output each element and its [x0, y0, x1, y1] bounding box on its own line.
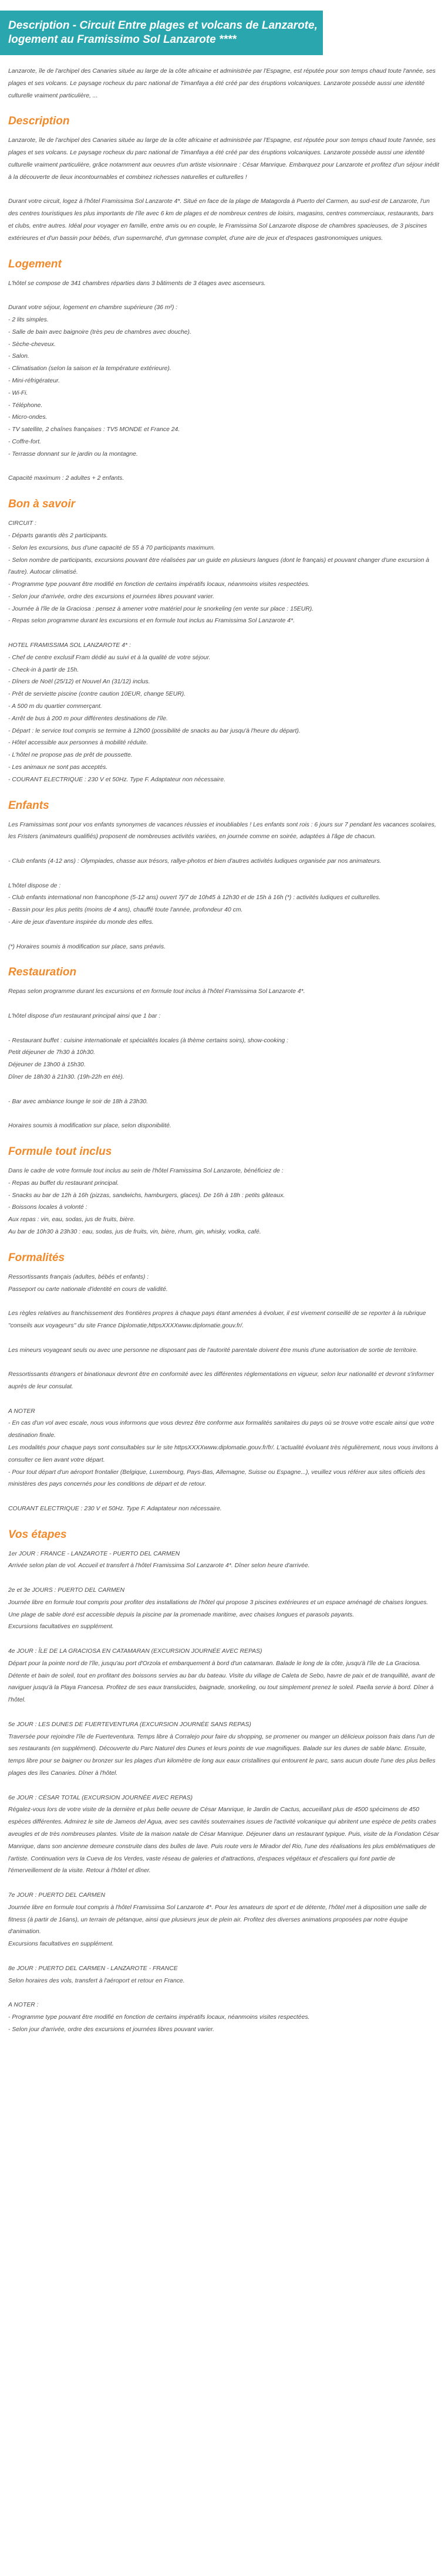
text-line: Petit déjeuner de 7h30 à 10h30. — [8, 1049, 95, 1056]
spacer — [8, 1707, 439, 1719]
spacer — [8, 1572, 439, 1585]
section-body — [8, 819, 439, 954]
text-line: Selon horaires des vols, transfert à l'aéroport et retour en France. — [8, 1977, 185, 1984]
spacer — [8, 290, 439, 302]
text-line: Durant votre circuit, logez à l'hôtel Framissima Sol Lanzarote 4*. Situé en face de la plage de Matagorda à Puerto del Carmen, au sud-est de Lanzarote, l'un des centres touristiques les plus importants de l'île avec 6 km de plages et de nombreux centres de loisirs, magasins, centres commerciaux, restaurants, bars et clubs, entre autres. Idéal pour voyager en famille, entre amis ou en couple, le Framissima Sol Lanzarote dispose de chambres spacieuses, de 3 piscines extérieures et d'un bassin pour bébés, d'un supermarché, d'un gymnase complet, d'une aire de jeux et d'espaces gastronomiques uniques. — [8, 198, 436, 242]
text-line: - 2 lits simples. — [8, 316, 49, 323]
spacer — [8, 998, 439, 1011]
text-line: - En cas d'un vol avec escale, nous vous informons que vous devrez être conforme aux formalités sanitaires du pays où se trouve votre escale ainsi que votre destination finale. — [8, 1420, 436, 1439]
text-line: - Arrêt de bus à 200 m pour différentes destinations de l'île. — [8, 715, 168, 722]
text-line: COURANT ELECTRIQUE : 230 V et 50Hz. Type F. Adaptateur non nécessaire. — [8, 1505, 222, 1512]
spacer — [8, 1333, 439, 1345]
spacer — [8, 1987, 439, 1999]
text-line: - Boissons locales à volonté : — [8, 1204, 87, 1211]
section-heading: Logement — [8, 257, 62, 270]
section-heading: Formule tout inclus — [8, 1145, 112, 1158]
spacer — [8, 868, 439, 880]
text-line: - Club enfants international non francophone (5-12 ans) ouvert 7j/7 de 10h45 à 12h30 et de 15h à 16h (*) : activités ludiques et culturelles. — [8, 894, 381, 901]
spacer — [8, 1951, 439, 1963]
spacer — [8, 1780, 439, 1792]
text-line: Les modalités pour chaque pays sont consultables sur le site httpsXXXXwww.diplomatie.gouv.fr/fr/. L'actualité évoluant très régulièrement, nous vous invitons à consulter ce lien avant votre départ. — [8, 1444, 440, 1463]
text-line: Déjeuner de 13h00 à 15h30. — [8, 1062, 86, 1069]
text-line: L'hôtel dispose d'un restaurant principal ainsi que 1 bar : — [8, 1013, 161, 1019]
section-formalites — [8, 1252, 439, 1516]
text-line: - Chef de centre exclusif Fram dédié au suivi et à la qualité de votre séjour. — [8, 654, 211, 661]
text-line: Ressortissants français (adultes, bébés et enfants) : — [8, 1273, 149, 1280]
section-logement — [8, 258, 439, 486]
section-heading: Vos étapes — [8, 1528, 67, 1541]
text-line: 5e JOUR : LES DUNES DE FUERTEVENTURA (EXCURSION JOURNÉE SANS REPAS) — [8, 1721, 251, 1728]
spacer — [8, 1877, 439, 1890]
text-line: - A 500 m du quartier commerçant. — [8, 703, 102, 710]
page-title: Description - Circuit Entre plages et volcans de Lanzarote, logement au Framissimo Sol Lanzarote **** — [8, 19, 318, 46]
text-line: Lanzarote, île de l'archipel des Canaries située au large de la côte africaine et administrée par l'Espagne, est réputée pour son temps chaud toute l'année, ses plages et ses volcans. Le paysage rocheux du parc national de Timanfaya a été créé par des éruptions volcaniques. Lanzarote possède aussi une identité culturelle vraiment particulière, grâce notamment aux oeuvres d'un artiste visionnaire : César Manrique. Embarquez pour Lanzarote et profitez d'un séjour inédit à la découverte de lieux incontournables et combinez richesses naturelles et culturelles ! — [8, 137, 441, 181]
spacer — [8, 1394, 439, 1406]
text-line: Ressortissants étrangers et binationaux devront être en conformité avec les différentes réglementations en vigueur, selon leur nationalité et devront s'informer auprès de leur consulat. — [8, 1371, 436, 1390]
text-line: - Aire de jeux d'aventure inspirée du monde des elfes. — [8, 919, 154, 926]
text-line: 7e JOUR : PUERTO DEL CARMEN — [8, 1892, 106, 1899]
text-line: - COURANT ELECTRIQUE : 230 V et 50Hz. Type F. Adaptateur non nécessaire. — [8, 776, 225, 783]
section-enfants — [8, 799, 439, 954]
text-line: Au bar de 10h30 à 23h30 : eau, sodas, jus de fruits, vin, bière, rhum, gin, whisky, vodka, café. — [8, 1228, 261, 1235]
text-line: CIRCUIT : — [8, 520, 36, 527]
text-line: Repas selon programme durant les excursions et en formule tout inclus à l'hôtel Framissima Sol Lanzarote 4*. — [8, 988, 305, 995]
text-line: (*) Horaires soumis à modification sur place, sans préavis. — [8, 943, 166, 950]
text-line: Départ pour la pointe nord de l'île, jusqu'au port d'Orzola et embarquement à bord d'un catamaran. Balade le long de la côte, jusqu'à l'île de La Graciosa. Détente et bain de soleil, tout en profitant des boissons servies au bar du bateau. Visite du village de Caleta de Sebo, havre de paix et de tranquillité, avant de naviguer jusqu'à la Playa Francesa. Profitez de ses eaux translucides, baignade, snorkeling, ou tout simplement prenez le soleil. Paella servie à bord. Dîner à l'hôtel. — [8, 1660, 437, 1704]
text-line: Excursions facultatives en supplément. — [8, 1941, 114, 1948]
text-line: - Programme type pouvant être modifié en fonction de certains impératifs locaux, néanmoins visites respectées. — [8, 581, 310, 588]
section-heading: Description — [8, 115, 70, 128]
text-line: Aux repas : vin, eau, sodas, jus de fruits, bière. — [8, 1216, 136, 1223]
text-line: - Repas au buffet du restaurant principal. — [8, 1179, 119, 1187]
text-line: HOTEL FRAMISSIMA SOL LANZAROTE 4* : — [8, 642, 131, 649]
text-line: - Sèche-cheveux. — [8, 341, 56, 348]
spacer — [8, 461, 439, 473]
text-line: - L'hôtel ne propose pas de prêt de poussette. — [8, 752, 133, 759]
section-body — [8, 518, 439, 787]
spacer — [8, 1633, 439, 1646]
section-heading: Enfants — [8, 799, 49, 812]
section-formule-tout-inclus — [8, 1145, 439, 1239]
text-line: 8e JOUR : PUERTO DEL CARMEN - LANZAROTE - FRANCE — [8, 1965, 178, 1972]
section-vos-etapes — [8, 1528, 439, 2036]
text-line: - Prêt de serviette piscine (contre caution 10EUR, change 5EUR). — [8, 691, 186, 698]
text-line: - Mini-réfrigérateur. — [8, 377, 60, 384]
text-line: - Téléphone. — [8, 402, 43, 409]
spacer — [8, 1108, 439, 1120]
text-line: 4e JOUR : ÎLE DE LA GRACIOSA EN CATAMARAN (EXCURSION JOURNÉE AVEC REPAS) — [8, 1648, 262, 1655]
spacer — [8, 628, 439, 640]
spacer — [8, 1357, 439, 1369]
text-line: - Wi-Fi. — [8, 389, 28, 396]
text-line: Dans le cadre de votre formule tout inclus au sein de l'hôtel Framissima Sol Lanzarote, bénéficiez de : — [8, 1167, 284, 1174]
text-line: Les Framissimas sont pour vos enfants synonymes de vacances réussies et inoubliables ! Les enfants sont rois : 6 jours sur 7 pendant les vacances scolaires, les Fristers (animateurs qualifiés) proposent de nombreuses activités variées, en journée comme en soirée, adaptées à l'âge de chacun. — [8, 821, 438, 840]
text-line: Journée libre en formule tout compris à l'hôtel Framissima Sol Lanzarote 4*. Pour les amateurs de sport et de détente, l'hôtel met à disposition une salle de fitness (à partir de 16ans), un terrain de pétanque, ainsi que plusieurs jeux de plein air. Profitez des diverses animations proposées par notre équipe d'animation. — [8, 1904, 429, 1936]
spacer — [8, 929, 439, 941]
intro-paragraph: Lanzarote, île de l'archipel des Canaries située au large de la côte africaine et administrée par l'Espagne, est réputée pour son temps chaud toute l'année, ses plages et ses volcans. Le paysage rocheux du parc national de Timanfaya a été créé par des éruptions volcaniques. Lanzarote possède aussi une identité culturelle vraiment particulière, ... — [8, 68, 436, 99]
section-heading: Formalités — [8, 1251, 65, 1264]
text-line: 1er JOUR : FRANCE - LANZAROTE - PUERTO DEL CARMEN — [8, 1550, 180, 1557]
text-line: - Check-in à partir de 15h. — [8, 666, 79, 673]
text-line: - Climatisation (selon la saison et la température extérieure). — [8, 365, 171, 372]
text-line: 6e JOUR : CÉSAR TOTAL (EXCURSION JOURNÉE AVEC REPAS) — [8, 1794, 193, 1801]
text-line: - Selon les excursions, bus d'une capacité de 55 à 70 participants maximum. — [8, 544, 215, 551]
text-line: Dîner de 18h30 à 21h30. (19h-22h en été). — [8, 1073, 124, 1080]
text-line: - Bar avec ambiance lounge le soir de 18h à 23h30. — [8, 1098, 148, 1105]
text-line: Passeport ou carte nationale d'identité en cours de validité. — [8, 1286, 168, 1293]
section-body — [8, 135, 439, 245]
text-line: - Selon nombre de participants, excursions pouvant être réalisées par un guide en plusieurs langues (dont le français) et pouvant changer d'une excursion à l'autre). Autocar climatisé. — [8, 557, 431, 576]
text-line: Traversée pour rejoindre l'île de Fuerteventura. Temps libre à Corralejo pour faire du shopping, se promener ou manger un délicieux poisson frais dans l'un de ses restaurants (en supplément). Découverte du Parc Naturel des Dunes et leurs points de vue magnifiques. Balade sur les dunes de sable blanc. Ensuite, temps libre pour se baigner ou bronzer sur les plages d'un kilomètre de long aux eaux cristallines qui entourent le parc, sans aucun doute l'une des plus belles plages des îles Canaries. Dîner à l'hôtel. — [8, 1733, 437, 1777]
text-line: - Journée à l'île de la Graciosa : pensez à amener votre matériel pour le snorkeling (en vente sur place : 15EUR). — [8, 605, 314, 612]
text-line: Horaires soumis à modification sur place, selon disponibilité. — [8, 1123, 171, 1130]
text-line: Journée libre en formule tout compris pour profiter des installations de l'hôtel qui propose 3 piscines extérieures et un espace aménagé de chaises longues. Une plage de sable doré est accessible depuis la piscine par la promenade maritime, avec chaises longues et parasols payants. — [8, 1599, 430, 1618]
spacer — [8, 1084, 439, 1096]
section-body — [8, 986, 439, 1133]
text-line: A NOTER : — [8, 2002, 39, 2009]
text-line: - Salon. — [8, 353, 29, 360]
text-line: - Hôtel accessible aux personnes à mobilité réduite. — [8, 740, 148, 747]
section-body — [8, 278, 439, 486]
text-line: - Les animaux ne sont pas acceptés. — [8, 764, 108, 771]
section-body — [8, 1272, 439, 1516]
section-heading: Restauration — [8, 966, 77, 979]
text-line: A NOTER — [8, 1408, 35, 1415]
text-line: - Coffre-fort. — [8, 438, 42, 445]
section-heading: Bon à savoir — [8, 498, 76, 511]
spacer — [8, 184, 439, 196]
text-line: - Repas selon programme durant les excursions et en formule tout inclus au Framissima Sol Lanzarote 4*. — [8, 618, 295, 625]
content — [0, 66, 445, 2036]
text-line: - Selon jour d'arrivée, ordre des excursions et journées libres pouvant varier. — [8, 2026, 215, 2033]
text-line: - Départs garantis dès 2 participants. — [8, 532, 108, 539]
page — [0, 11, 445, 2576]
sections-container — [8, 115, 439, 2036]
text-line: - Salle de bain avec baignoire (très peu de chambres avec douche). — [8, 328, 191, 335]
text-line: Excursions facultatives en supplément. — [8, 1623, 114, 1631]
text-line: Capacité maximum : 2 adultes + 2 enfants. — [8, 475, 124, 482]
text-line: Durant votre séjour, logement en chambre supérieure (36 m²) : — [8, 304, 178, 311]
section-body — [8, 1165, 439, 1239]
text-line: - Restaurant buffet : cuisine internationale et spécialités locales (à thème certains soirs), show-cooking : — [8, 1037, 289, 1044]
text-line: - Départ : le service tout compris se termine à 12h00 (possibilité de snacks au bar jusqu'à l'heure du départ). — [8, 727, 301, 734]
spacer — [8, 1023, 439, 1035]
text-line: 2e et 3e JOURS : PUERTO DEL CARMEN — [8, 1587, 125, 1594]
text-line: - Selon jour d'arrivée, ordre des excursions et journées libres pouvant varier. — [8, 593, 215, 600]
text-line: - Pour tout départ d'un aéroport frontalier (Belgique, Luxembourg, Pays-Bas, Allemagne, Suisse ou Espagne...), veuillez vous référer aux sites officiels des ministères des pays concernés pour les conditions de départ et de retour. — [8, 1469, 427, 1488]
text-line: Régalez-vous lors de votre visite de la dernière et plus belle oeuvre de César Manrique, le Jardin de Cactus, accueillant plus de 4500 spécimens de 450 espèces différentes. Admirez le site de Jameos del Agua, avec ses cavités souterraines issues de l'activité volcanique qui abritent une espèce de petits crabes aveugles et de très nombreuses plantes. Visite de la maison natale de César Manrique. Déjeuner dans un restaurant typique. Puis, visite de la Fondation César Manrique, dans son ancienne demeure construite dans des bulles de lave. Puis route vers le Mirador del Rio, l'une des réalisations les plus emblématiques de l'artiste. Continuation vers la Cueva de los Verdes, vaste réseau de galeries et d'attractions, d'espaces végétaux et d'escaliers qui font partie de l'émerveillement de la visite. Retour à l'hôtel et dîner. — [8, 1806, 441, 1875]
text-line: - Micro-ondes. — [8, 414, 48, 421]
spacer — [8, 1296, 439, 1308]
title-banner — [0, 11, 323, 55]
section-description — [8, 115, 439, 245]
text-line: - Terrasse donnant sur le jardin ou la montagne. — [8, 450, 138, 457]
text-line: L'hôtel se compose de 341 chambres réparties dans 3 bâtiments de 3 étages avec ascenseurs. — [8, 280, 266, 287]
text-line: Arrivée selon plan de vol. Accueil et transfert à l'hôtel Framissima Sol Lanzarote 4*. Dîner selon heure d'arrivée. — [8, 1562, 310, 1570]
text-line: - Dîners de Noël (25/12) et Nouvel An (31/12) inclus. — [8, 679, 150, 686]
text-line: Les règles relatives au franchissement des frontières propres à chaque pays étant amenées à évoluer, il est vivement conseillé de se reporter à la rubrique "conseils aux voyageurs" du site France Diplomatie,httpsXXXXwww.diplomatie.gouv.fr/. — [8, 1310, 428, 1329]
text-line: - TV satellite, 2 chaînes françaises : TV5 MONDE et France 24. — [8, 426, 180, 433]
text-line: - Bassin pour les plus petits (moins de 4 ans), chauffé toute l'année, profondeur 40 cm. — [8, 907, 243, 914]
text-line: - Programme type pouvant être modifié en fonction de certains impératifs locaux, néanmoins visites respectées. — [8, 2014, 310, 2021]
section-body — [8, 1548, 439, 2036]
section-restauration — [8, 966, 439, 1133]
text-line: - Club enfants (4-12 ans) : Olympiades, chasse aux trésors, rallye-photos et bien d'autres activités ludiques organisée par nos animateurs. — [8, 858, 382, 865]
spacer — [8, 1491, 439, 1503]
section-bon-a-savoir — [8, 498, 439, 787]
text-line: L'hôtel dispose de : — [8, 882, 61, 889]
spacer — [8, 843, 439, 856]
text-line: - Snacks au bar de 12h à 16h (pizzas, sandwichs, hamburgers, glaces). De 16h à 18h : petits gâteaux. — [8, 1192, 285, 1199]
text-line: Les mineurs voyageant seuls ou avec une personne ne disposant pas de l'autorité parentale doivent être munis d'une autorisation de sortie de territoire. — [8, 1347, 418, 1354]
